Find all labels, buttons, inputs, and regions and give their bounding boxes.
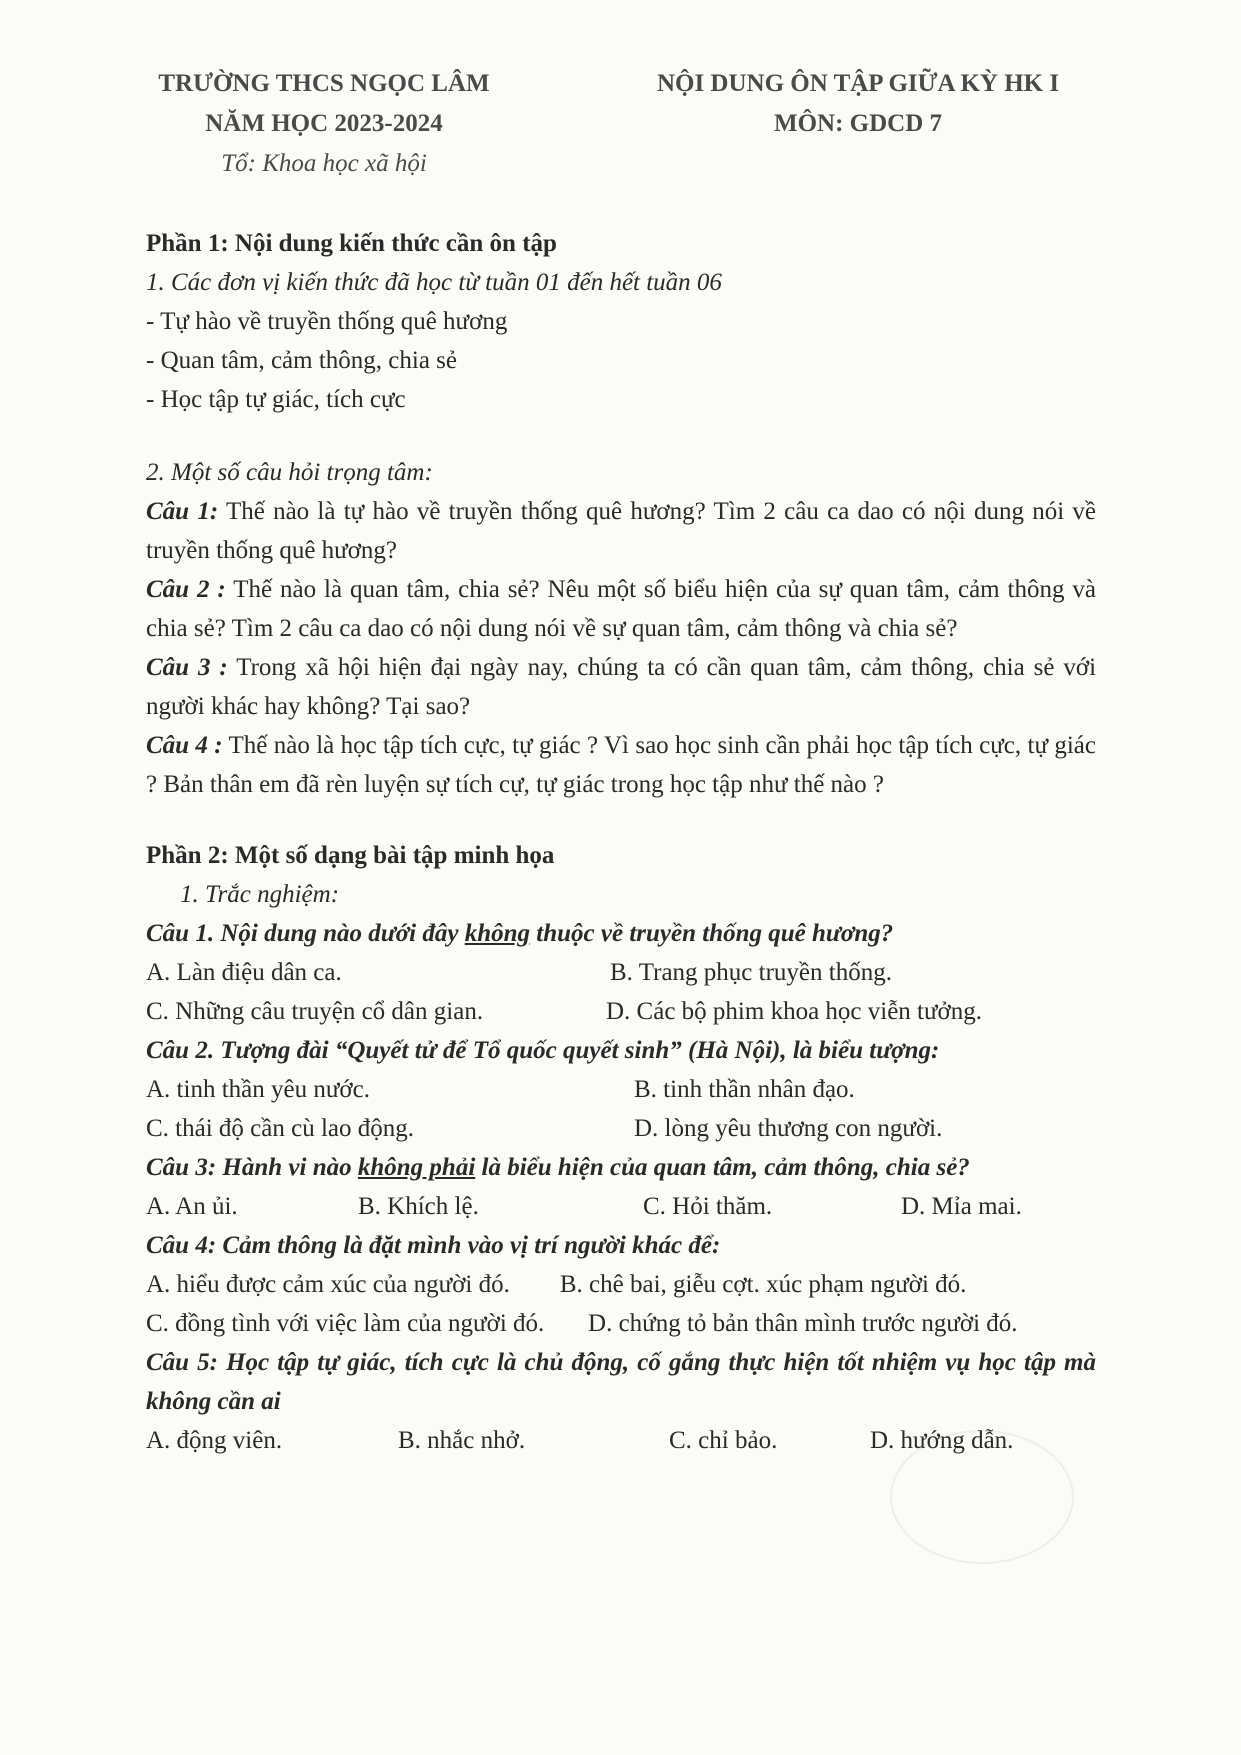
mcq-2-option-d: D. lòng yêu thương con người. [634,1115,943,1142]
mcq-1-option-b: B. Trang phục truyền thống. [610,959,892,986]
mcq-1-options-row-2 [146,992,1096,1031]
mcq-3-option-d: D. Mỉa mai. [901,1193,1022,1220]
subject: MÔN: GDCD 7 [773,110,943,137]
mcq-5-option-a: A. động viên. [146,1427,283,1454]
review-question-4 [146,726,1096,804]
mcq-3-title-post: là biểu hiện của quan tâm, cảm thông, chia sẻ? [475,1154,970,1181]
mcq-4-title: Câu 4: Cảm thông là đặt mình vào vị trí người khác để: [146,1232,721,1259]
mcq-3-option-c: C. Hỏi thăm. [643,1193,773,1220]
school-name: TRƯỜNG THCS NGỌC LÂM [158,70,490,97]
school-year: NĂM HỌC 2023-2024 [205,110,443,137]
header-school-block [124,64,524,184]
header-title-block [618,64,1098,144]
mcq-2-option-a: A. tinh thần yêu nước. [146,1076,370,1103]
faint-stamp [890,1430,1074,1564]
review-question-2 [146,570,1096,648]
mcq-2-option-b: B. tinh thần nhân đạo. [634,1076,855,1103]
mcq-2-option-c: C. thái độ cần cù lao động. [146,1115,414,1142]
part1-item-2: - Quan tâm, cảm thông, chia sẻ [146,347,458,374]
mcq-1-title-pre: Câu 1. Nội dung nào dưới đây [146,920,465,947]
mcq-1-title-post: thuộc về truyền thống quê hương? [530,920,894,947]
mcq-5-option-d: D. hướng dẫn. [870,1427,1014,1454]
question-text: Thế nào là quan tâm, chia sẻ? Nêu một số biểu hiện của sự quan tâm, cảm thông và chia sẻ? Tìm 2 câu ca dao có nội dung nói về sự quan tâm, cảm thông và chia sẻ? [146,576,1096,642]
mcq-1-options-row-1 [146,953,1096,992]
mcq-3-title [146,1148,1096,1187]
mcq-4-options-row-1 [146,1265,1096,1304]
mcq-2-options-row-1 [146,1070,1096,1109]
part1-sub1: 1. Các đơn vị kiến thức đã học từ tuần 01 đến hết tuần 06 [146,269,722,296]
mcq-5-option-b: B. nhắc nhở. [398,1427,526,1454]
mcq-1-title [146,914,1096,953]
part1-item-3: - Học tập tự giác, tích cực [146,386,406,413]
mcq-3-options-row [146,1187,1096,1226]
mcq-4-option-c: C. đồng tình với việc làm của người đó. [146,1310,545,1337]
mcq-4-option-b: B. chê bai, giễu cợt. xúc phạm người đó. [559,1271,967,1298]
mcq-3-title-underlined: không phải [357,1154,476,1181]
part2-sub1: 1. Trắc nghiệm: [180,881,340,908]
mcq-3-option-a: A. An ủi. [146,1193,238,1220]
department: Tổ: Khoa học xã hội [221,150,427,177]
question-label: Câu 1: [146,498,219,525]
mcq-2-title: Câu 2. Tượng đài “Quyết tử để Tổ quốc quyết sinh” (Hà Nội), là biểu tượng: [146,1037,940,1064]
mcq-3-title-pre: Câu 3: Hành vi nào [146,1154,358,1181]
mcq-4-option-a: A. hiểu được cảm xúc của người đó. [146,1271,510,1298]
mcq-1-option-d: D. Các bộ phim khoa học viễn tưởng. [606,998,983,1025]
question-label: Câu 2 : [146,576,226,603]
mcq-4-options-row-2 [146,1304,1096,1343]
question-text: Trong xã hội hiện đại ngày nay, chúng ta có cần quan tâm, cảm thông, chia sẻ với người khác hay không? Tại sao? [146,654,1097,720]
mcq-4-option-d: D. chứng tỏ bản thân mình trước người đó. [588,1310,1018,1337]
part1-sub2: 2. Một số câu hỏi trọng tâm: [146,459,433,486]
mcq-1-option-c: C. Những câu truyện cổ dân gian. [146,998,484,1025]
mcq-1-option-a: A. Làn điệu dân ca. [146,959,342,986]
review-question-3 [146,648,1096,726]
part1-item-1: - Tự hào về truyền thống quê hương [146,308,508,335]
mcq-2-options-row-2 [146,1109,1096,1148]
question-text: Thế nào là tự hào về truyền thống quê hương? Tìm 2 câu ca dao có nội dung nói về truyền thống quê hương? [146,498,1096,564]
question-label: Câu 3 : [146,654,228,681]
part1-heading: Phần 1: Nội dung kiến thức cần ôn tập [146,230,557,257]
question-label: Câu 4 : [146,732,223,759]
document-title: NỘI DUNG ÔN TẬP GIỮA KỲ HK I [656,70,1060,97]
mcq-3-option-b: B. Khích lệ. [358,1193,479,1220]
mcq-1-title-underlined: không [464,920,531,947]
review-question-1 [146,492,1096,570]
document-body [146,224,1096,1460]
question-text: Thế nào là học tập tích cực, tự giác ? Vì sao học sinh cần phải học tập tích cực, tự giác ? Bản thân em đã rèn luyện sự tích cự, tự giác trong học tập như thế nào ? [146,732,1096,798]
mcq-5-title: Câu 5: Học tập tự giác, tích cực là chủ động, cố gắng thực hiện tốt nhiệm vụ học tập mà không cần ai [146,1349,1096,1415]
part2-heading: Phần 2: Một số dạng bài tập minh họa [146,842,555,869]
mcq-5-option-c: C. chỉ bảo. [669,1427,778,1454]
